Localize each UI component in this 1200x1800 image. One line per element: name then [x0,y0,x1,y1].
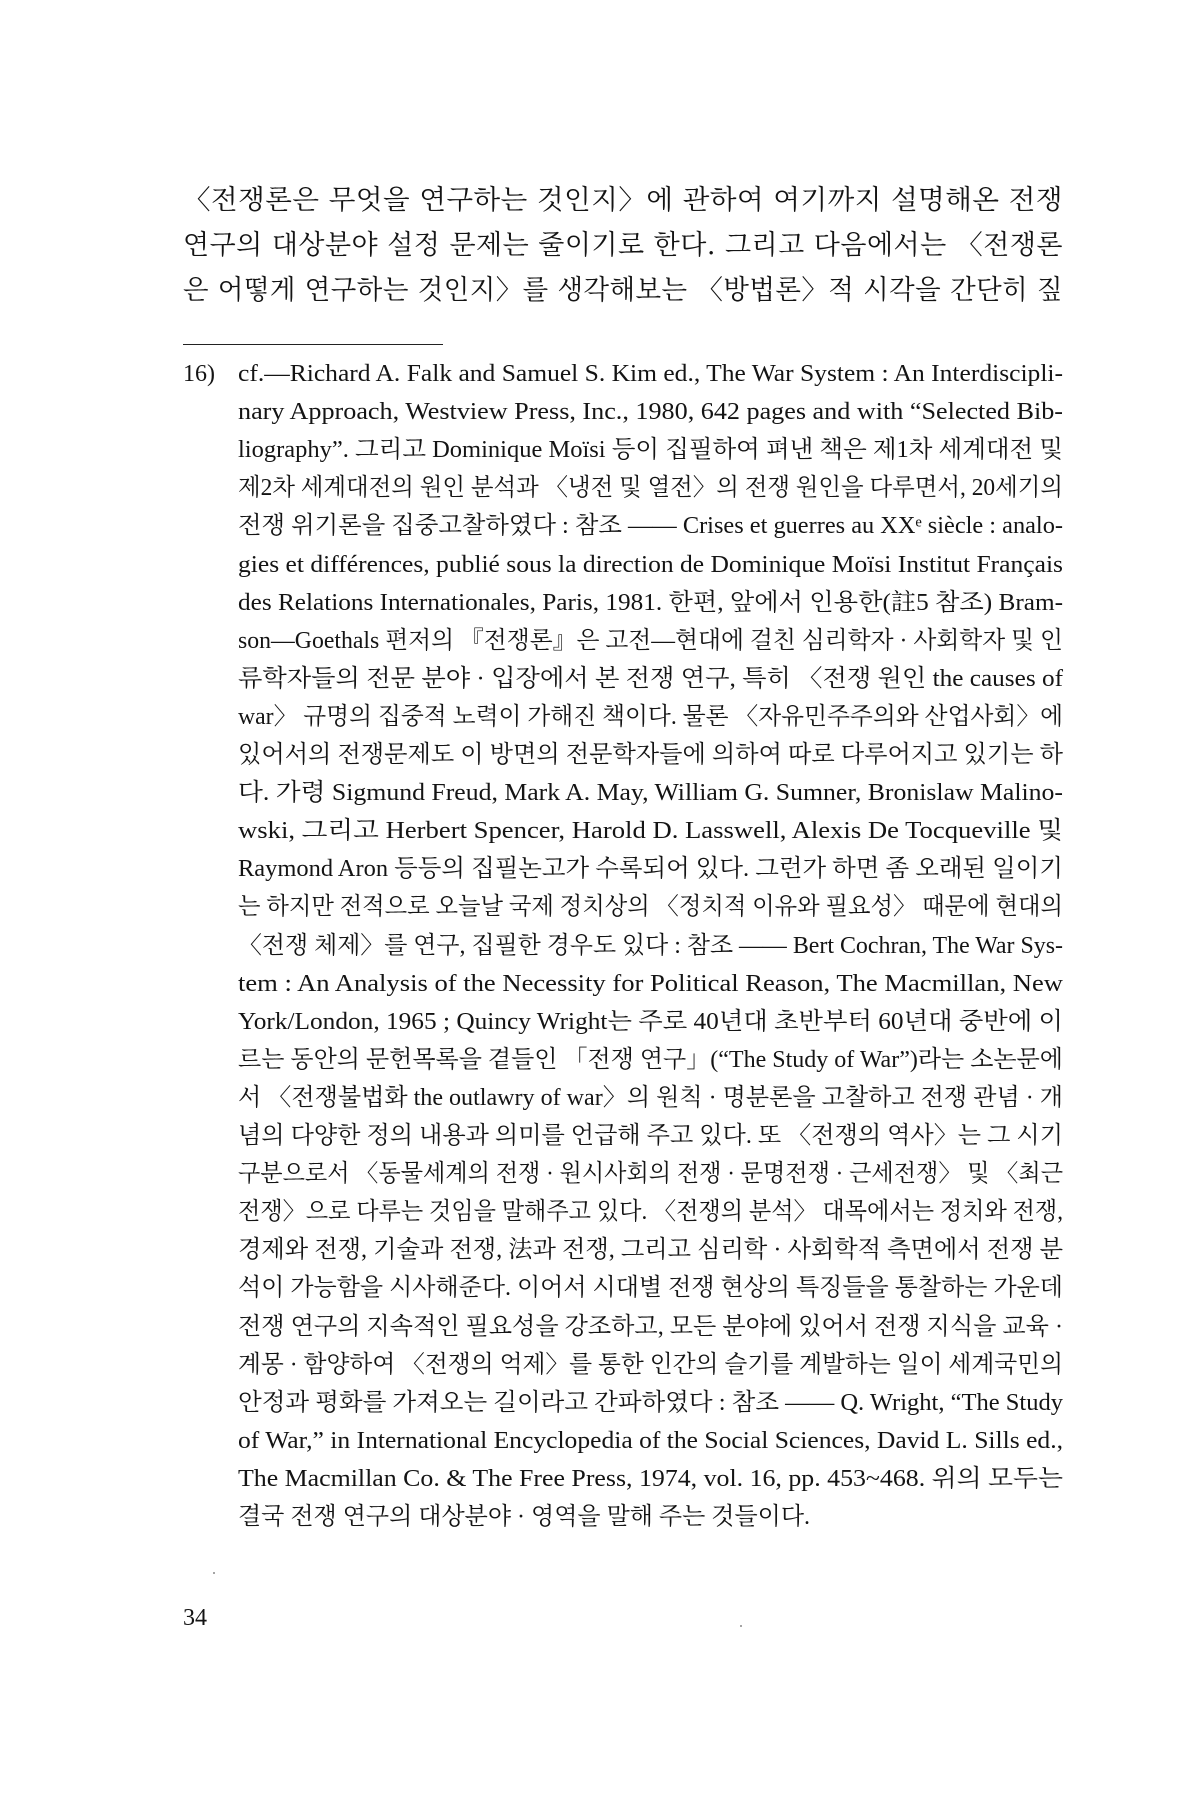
scan-speck [213,1572,215,1574]
footnote-line: The Macmillan Co. & The Free Press, 1974, vol. 16, pp. 453~468. 위의 모두는 [238,1465,1063,1492]
footnote-line: Raymond Aron 등등의 집필논고가 수록되어 있다. 그런가 하면 좀 오래된 일이기 [238,856,1063,883]
body-line: 연구의 대상분야 설정 문제는 줄이기로 한다. 그리고 다음에서는 〈전쟁론 [183,230,1063,261]
footnote-line: 있어서의 전쟁문제도 이 방면의 전문학자들에 의하여 따로 다루어지고 있기는 하 [238,742,1063,768]
footnote-line: liography”. 그리고 Dominique Moïsi 등이 집필하여 펴낸 책은 제1차 세계대전 및 [238,437,1063,464]
footnote-line: 전쟁〉으로 다루는 것임을 말해주고 있다. 〈전쟁의 분석〉 대목에서는 정치와 전쟁, [238,1199,1063,1226]
page-number: 34 [183,1605,207,1631]
body-line: 〈전쟁론은 무엇을 연구하는 것인지〉에 관하여 여기까지 설명해온 전쟁 [183,185,1063,216]
footnote-line: 다. 가령 Sigmund Freud, Mark A. May, William G. Sumner, Bronislaw Malino- [238,780,1063,807]
footnote-line: 석이 가능함을 시사해준다. 이어서 시대별 전쟁 현상의 특징들을 통찰하는 가운데 [238,1275,1063,1302]
footnote-line: wski, 그리고 Herbert Spencer, Harold D. Lasswell, Alexis De Tocqueville 및 [238,818,1063,845]
footnote-separator [183,344,443,345]
footnote-line: 제2차 세계대전의 원인 분석과 〈냉전 및 열전〉의 전쟁 원인을 다루면서, 20세기의 [238,475,1063,502]
footnote-line: 류학자들의 전문 분야 · 입장에서 본 전쟁 연구, 특히 〈전쟁 원인 the causes of [238,665,1063,692]
footnote-line: nary Approach, Westview Press, Inc., 1980, 642 pages and with “Selected Bib- [238,399,1063,426]
footnote-marker: 16) [183,361,215,387]
scan-speck [740,1625,742,1627]
footnote-line: son—Goethals 편저의 『전쟁론』은 고전—현대에 걸친 심리학자 · 사회학자 및 인 [238,627,1063,654]
footnote-line: cf.—Richard A. Falk and Samuel S. Kim ed., The War System : An Interdiscipli- [238,361,1063,387]
footnote-line: 경제와 전쟁, 기술과 전쟁, 法과 전쟁, 그리고 심리학 · 사회학적 측면에서 전쟁 분 [238,1237,1063,1264]
footnote-line: York/London, 1965 ; Quincy Wright는 주로 40년대 초반부터 60년대 중반에 이 [238,1008,1063,1035]
footnote-line: des Relations Internationales, Paris, 1981. 한편, 앞에서 인용한(註5 참조) Bram- [238,589,1063,616]
footnote-line: 계몽 · 함양하여 〈전쟁의 억제〉를 통한 인간의 슬기를 계발하는 일이 세계국민의 [238,1351,1063,1378]
footnote-line: 전쟁 위기론을 집중고찰하였다 : 참조 —— Crises et guerres au XXᵉ siècle : analo- [238,513,1063,540]
footnote-line: 전쟁 연구의 지속적인 필요성을 강조하고, 모든 분야에 있어서 전쟁 지식을 교육 · [238,1313,1063,1340]
footnote-line: 구분으로서 〈동물세계의 전쟁 · 원시사회의 전쟁 · 문명전쟁 · 근세전쟁〉 및 〈최근 [238,1161,1063,1188]
footnote-line: 안정과 평화를 가져오는 길이라고 간파하였다 : 참조 —— Q. Wright, “The Study [238,1389,1063,1416]
footnote-line: war〉 규명의 집중적 노력이 가해진 책이다. 물론 〈자유민주주의와 산업사회〉에 [238,703,1063,730]
main-paragraph [183,178,1063,313]
footnote-line: 는 하지만 전적으로 오늘날 국제 정치상의 〈정치적 이유와 필요성〉 때문에 현대의 [238,894,1063,921]
footnote-line: 〈전쟁 체제〉를 연구, 집필한 경우도 있다 : 참조 —— Bert Cochran, The War Sys- [238,932,1063,959]
footnote-line: 르는 동안의 문헌목록을 곁들인 「전쟁 연구」(“The Study of War”)라는 소논문에 [238,1046,1063,1073]
footnote-line: 념의 다양한 정의 내용과 의미를 언급해 주고 있다. 또 〈전쟁의 역사〉는 그 시기 [238,1123,1063,1149]
footnote-line: 서 〈전쟁불법화 the outlawry of war〉의 원칙 · 명분론을 고찰하고 전쟁 관념 · 개 [238,1084,1063,1111]
footnote-line: gies et différences, publié sous la direction de Dominique Moïsi Institut Français [238,551,1063,578]
footnote-line: 결국 전쟁 연구의 대상분야 · 영역을 말해 주는 것들이다. [238,1504,811,1530]
footnote-line: tem : An Analysis of the Necessity for Political Reason, The Macmillan, New [238,970,1063,997]
footnote-line: of War,” in International Encyclopedia of the Social Sciences, David L. Sills ed., [238,1427,1063,1454]
body-line: 은 어떻게 연구하는 것인지〉를 생각해보는 〈방법론〉적 시각을 간단히 짚 [183,275,1063,306]
